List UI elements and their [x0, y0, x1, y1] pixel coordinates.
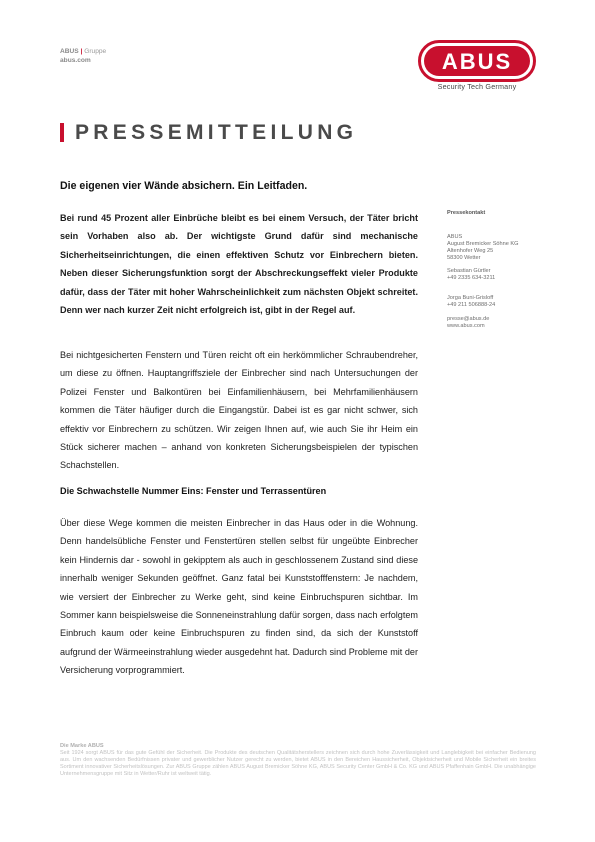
brand-group-label [60, 47, 106, 57]
brand-url[interactable]: abus.com [60, 57, 91, 64]
company-line: August Bremicker Söhne KG [447, 240, 519, 247]
brand-name: ABUS [60, 48, 79, 55]
title-accent-bar [60, 123, 64, 142]
footer-title: Die Marke ABUS [60, 743, 104, 749]
brand-separator: | [80, 48, 83, 55]
contact-website[interactable]: www.abus.com [447, 322, 485, 329]
press-contact-person-1 [447, 268, 567, 282]
contact-name: Jorga Buni-Grisloff [447, 295, 494, 301]
contact-email[interactable]: presse@abus.de [447, 316, 490, 322]
company-line: 58300 Wetter [447, 254, 481, 261]
press-contact-company [447, 234, 567, 262]
company-line: ABUS [447, 234, 463, 240]
logo-tagline: Security Tech Germany [437, 82, 517, 91]
body-paragraph-2: Über diese Wege kommen die meisten Einbrecher in das Haus oder in die Wohnung. Denn handelsübliche Fenster und Fenstertüren stellen selbst für ungeübte Einbrecher kein Hindernis dar - sowohl in gekipptem als auch in geschlossenem Zustand sind diese innerhalb weniger Sekunden geöffnet. Ganz fatal bei Kunststofffenstern: Je nachdem, wie versiert der Einbrecher zu Werke geht, sind keine Einbruchspuren sichtbar. Im Sommer kann beispielsweise die Sonneneinstrahlung dafür sorgen, dass nach erfolgtem Einbruch kaum oder keine Einbruchspuren zu finden sind, da sich der Kunststoff aufgrund der Wärmeeinstrahlung wieder ausgedehnt hat. Dadurch sind Probleme mit der Versicherung vorprogrammiert. [60, 518, 418, 676]
contact-phone: +49 211 506888-24 [447, 301, 496, 308]
contact-name: Sebastian Gürtler [447, 268, 491, 274]
headline: Die eigenen vier Wände absichern. Ein Leitfaden. [60, 180, 308, 192]
press-contact-person-2 [447, 295, 567, 309]
press-contact-title: Pressekontakt [447, 210, 486, 216]
section-subheading: Die Schwachstelle Nummer Eins: Fenster und Terrassentüren [60, 486, 327, 496]
contact-phone: +49 2335 634-3211 [447, 274, 496, 281]
company-line: Altenhofer Weg 25 [447, 247, 494, 254]
logo-text: ABUS [441, 49, 513, 74]
abus-logo [418, 40, 536, 82]
press-contact-web [447, 316, 567, 330]
body-paragraph-1: Bei nichtgesicherten Fenstern und Türen reicht oft ein herkömmlicher Schraubendreher, um diese zu öffnen. Hauptangriffsziele der Einbrecher sind nach Untersuchungen der Polizei Fenster und Balkontüren bei Einfamilienhäusern, bei Mehrfamilienhäusern kommen die Täter häufiger durch die Eingangstür. Dabei ist es gar nicht schwer, sich effektiv vor Einbrechern zu schützen. Wir zeigen Ihnen auf, wie auch Sie ihr Heim ein Stück sicherer machen – anhand von konkreten Sicherungsbeispielen der typischen Schachstellen. [60, 350, 418, 471]
brand-group-text: Gruppe [84, 48, 107, 55]
footer-text: Seit 1924 sorgt ABUS für das gute Gefühl der Sicherheit. Die Produkte des deutschen Qualitätsherstellers zeichnen sich durch hohe Zuverlässigkeit und Langlebigkeit bei einfacher Bedienung aus. Um den wachsenden Bedürfnissen privater und gewerblicher Nutzer gerecht zu werden, bietet ABUS in den Bereichen Haussicherheit, Objektsicherheit und Mobile Sicherheit ein breites Sortiment innovativer Sicherheitslösungen. Zur ABUS Gruppe zählen ABUS August Bremicker Söhne KG, ABUS Security Center GmbH & Co. KG und ABUS Pfaffenhain GmbH. Die unabhängige Unternehmensgruppe mit Sitz in Wetter/Ruhr ist weltweit tätig. [60, 750, 536, 777]
lead-paragraph: Bei rund 45 Prozent aller Einbrüche bleibt es bei einem Versuch, der Täter bricht sein Vorhaben also ab. Der wichtigste Grund dafür sind mechanische Sicherheitseinrichtungen, die einen effektiven Schutz vor Einbrechern bieten. Neben dieser Sicherungsfunktion sorgt der Abschreckungseffekt vieler Produkte dafür, dass der Täter mit hoher Wahrscheinlichkeit zum nächsten Objekt schreitet. Denn wer nach kurzer Zeit nicht erfolgreich ist, gibt in der Regel auf. [60, 213, 418, 316]
page-title: PRESSEMITTEILUNG [75, 121, 358, 144]
